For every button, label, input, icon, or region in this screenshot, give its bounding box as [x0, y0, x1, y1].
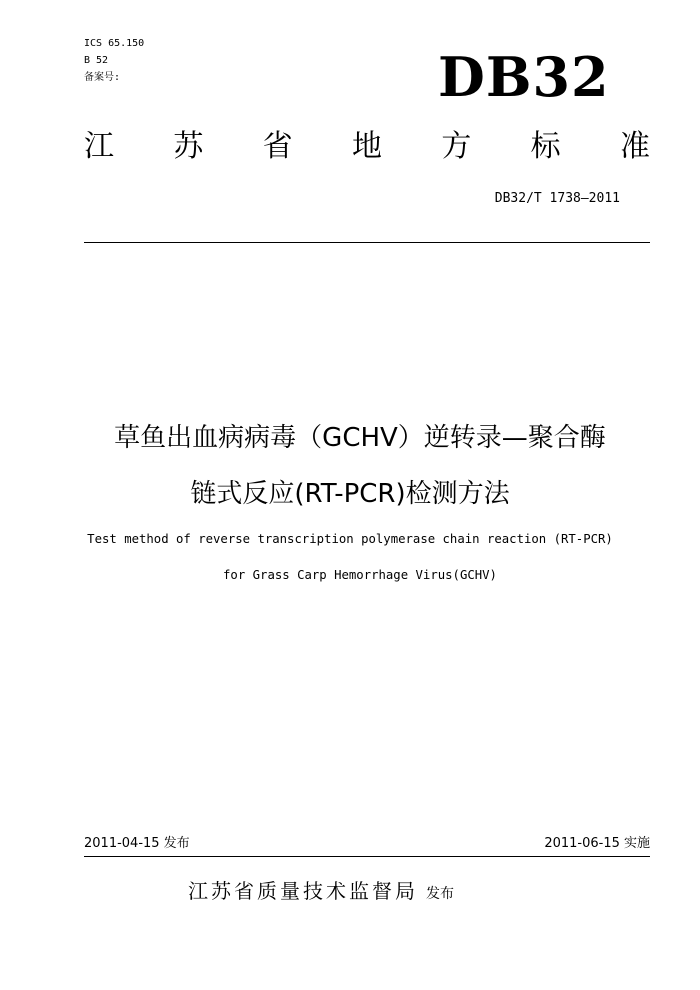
standard-type — [84, 127, 650, 167]
standard-type-char: 江 — [84, 129, 114, 164]
standard-type-char: 方 — [441, 129, 472, 164]
issuer-block — [188, 877, 454, 908]
title-cn-line-1: 草鱼出血病病毒（GCHV）逆转录—聚合酶 — [114, 423, 606, 453]
classification-code: B 52 — [84, 55, 109, 66]
standard-type-char: 标 — [530, 129, 561, 164]
standard-number: DB32/T 1738—2011 — [494, 191, 620, 206]
title-cn-line-2: 链式反应(RT-PCR)检测方法 — [190, 479, 510, 509]
footer-divider — [84, 856, 650, 857]
issuer-suffix: 发布 — [426, 886, 454, 902]
standard-type-char: 地 — [351, 129, 382, 164]
publish-date: 2011-04-15 发布 — [84, 836, 190, 851]
implement-date: 2011-06-15 实施 — [544, 836, 650, 851]
standard-type-char: 苏 — [173, 129, 204, 164]
standard-code: DB32 — [438, 45, 610, 109]
record-number-label: 备案号: — [84, 72, 121, 83]
issuer-name: 江苏省质量技术监督局 — [188, 879, 418, 903]
header-divider — [84, 242, 650, 243]
title-en-line-2: for Grass Carp Hemorrhage Virus(GCHV) — [223, 568, 497, 582]
standard-type-char: 省 — [262, 129, 293, 164]
standard-type-char: 准 — [619, 129, 650, 164]
ics-code: ICS 65.150 — [84, 38, 145, 49]
title-en-line-1: Test method of reverse transcription polymerase chain reaction (RT-PCR) — [87, 532, 613, 546]
